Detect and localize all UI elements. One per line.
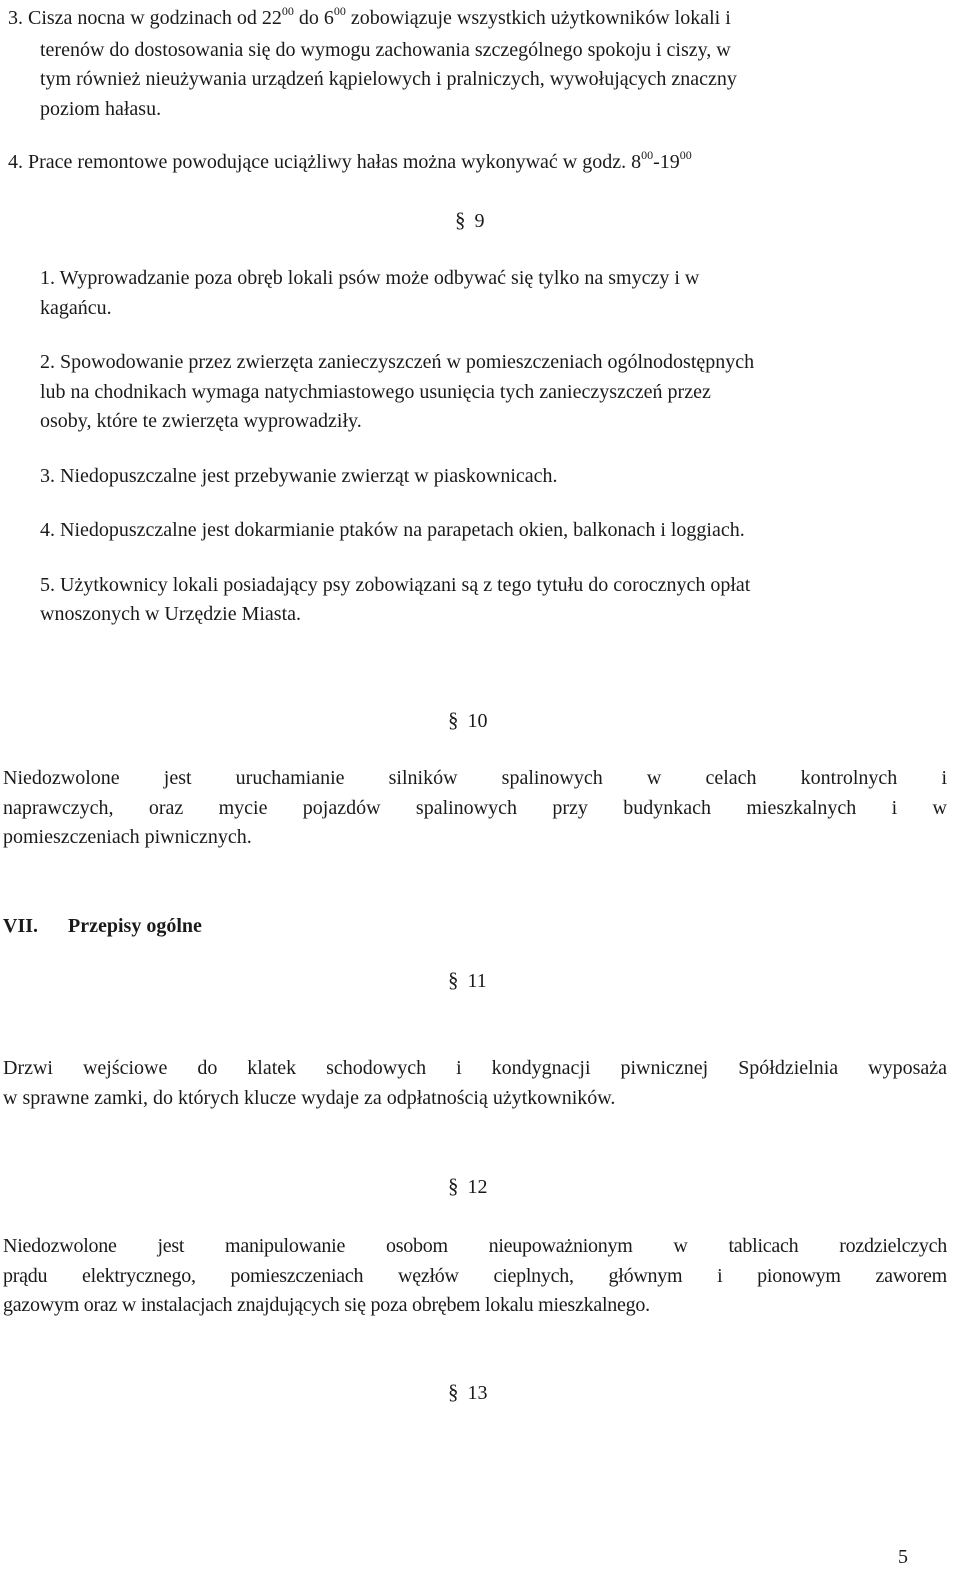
list-item: 4. Niedopuszczalne jest dokarmianie ptaków na parapetach okien, balkonach i loggiach. (40, 519, 745, 541)
section-number: 10 (467, 710, 488, 732)
text-line: lub na chodnikach wymaga natychmiastowego usunięcia tych zanieczyszczeń przez (40, 380, 711, 403)
list-item (40, 571, 952, 630)
text-span: 3. Cisza nocna w godzinach od 22 (8, 7, 282, 29)
section-sign: § (448, 968, 459, 992)
page-number: 5 (898, 1546, 908, 1568)
list-item (40, 264, 952, 323)
text-line: 2. Spowodowanie przez zwierzęta zanieczyszczeń w pomieszczeniach ogólnodostępnych (40, 351, 755, 373)
text-line: tym również nieużywania urządzeń kąpielowych i pralniczych, wywołujących znaczny (40, 68, 737, 90)
section-9-items (40, 264, 952, 630)
section-sign: § (448, 708, 459, 732)
section-heading-10 (448, 708, 488, 733)
section-number: 13 (467, 1382, 488, 1404)
chapter-number: VII. (3, 915, 39, 937)
section-heading-9 (455, 208, 485, 233)
text-span: 4. Prace remontowe powodujące uciążliwy hałas można wykonywać w godz. 8 (8, 151, 642, 173)
text-line: osoby, które te zwierzęta wyprowadziły. (40, 410, 362, 432)
paragraph-renovation-hours (8, 148, 952, 180)
text-line: Niedozwolone jest manipulowanie osobom nieupoważnionym w tablicach rozdzielczych (3, 1235, 947, 1257)
paragraph-quiet-hours (8, 4, 952, 124)
text-line: kagańcu. (40, 296, 112, 319)
list-item (40, 348, 952, 437)
superscript: 00 (641, 148, 654, 162)
text-span: zobowiązuje wszystkich użytkowników lokali i (345, 7, 731, 29)
text-line: pomieszczeniach piwnicznych. (3, 826, 252, 848)
section-sign: § (455, 208, 466, 232)
text-line: terenów do dostosowania się do wymogu zachowania szczególnego spokoju i ciszy, w (40, 38, 731, 61)
section-12-text (3, 1232, 947, 1321)
text-line: gazowym oraz w instalacjach znajdujących się poza obrębem lokalu mieszkalnego. (3, 1294, 650, 1316)
section-sign: § (448, 1174, 459, 1198)
text-line: 5. Użytkownicy lokali posiadający psy zobowiązani są z tego tytułu do corocznych opłat (40, 573, 751, 596)
text-line: prądu elektrycznego, pomieszczeniach węzłów cieplnych, głównym i pionowym zaworem (3, 1264, 947, 1287)
text-line: 1. Wyprowadzanie poza obręb lokali psów może odbywać się tylko na smyczy i w (40, 267, 700, 289)
text-line (8, 4, 952, 36)
text-line: naprawczych, oraz mycie pojazdów spalinowych przy budynkach mieszkalnych i w (3, 796, 947, 819)
section-number: 12 (467, 1176, 488, 1198)
superscript: 00 (679, 148, 692, 162)
list-item: 3. Niedopuszczalne jest przebywanie zwierząt w piaskownicach. (40, 464, 558, 487)
superscript: 00 (281, 4, 294, 18)
section-heading-11 (448, 968, 487, 993)
text-line: Niedozwolone jest uruchamianie silników spalinowych w celach kontrolnych i (3, 767, 947, 789)
section-sign: § (448, 1380, 459, 1404)
text-line: wnoszonych w Urzędzie Miasta. (40, 603, 302, 625)
section-11-text (3, 1054, 947, 1113)
section-heading-12 (448, 1174, 488, 1199)
section-heading-13 (448, 1380, 488, 1405)
text-line: poziom hałasu. (40, 97, 162, 120)
section-number: 9 (474, 210, 485, 232)
section-10-text (3, 764, 947, 853)
text-span: -19 (653, 151, 680, 173)
text-line: Drzwi wejściowe do klatek schodowych i kondygnacji piwnicznej Spółdzielnia wyposaża (3, 1057, 947, 1079)
superscript: 00 (333, 4, 346, 18)
chapter-heading (3, 912, 202, 942)
chapter-title: Przepisy ogólne (68, 915, 202, 937)
section-number: 11 (467, 970, 487, 992)
text-span: do 6 (293, 7, 334, 29)
text-line: w sprawne zamki, do których klucze wydaje za odpłatnością użytkowników. (3, 1086, 616, 1109)
